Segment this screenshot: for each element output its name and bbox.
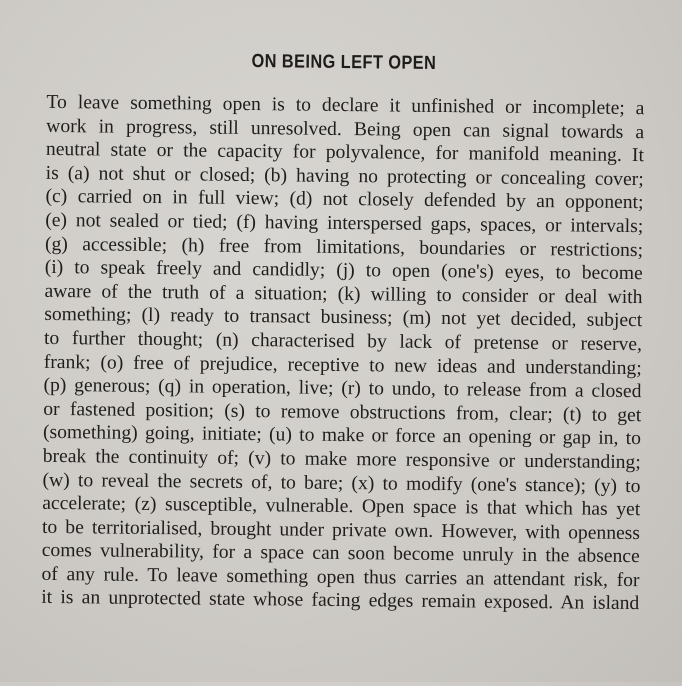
text-line: it is an unprotected state whose facing edges remain exposed. An island xyxy=(41,587,640,615)
chapter-heading: ON BEING LEFT OPEN xyxy=(251,51,437,74)
text-line: to be territorialised, brought under private own. However, with openness xyxy=(41,516,641,544)
text-line: frank; (o) free of prejudice, receptive to new ideas and understanding; xyxy=(43,351,642,379)
text-line: (something) going, initiate; (u) to make or force an opening or gap in, to xyxy=(42,422,642,450)
text-line: (e) not sealed or tied; (f) having interspersed gaps, spaces, or intervals; xyxy=(45,209,644,238)
text-line: to further thought; (n) characterised by lack of pretense or reserve, xyxy=(43,327,643,356)
text-line: of any rule. To leave something open thus carries an attendant risk, for xyxy=(41,563,640,592)
text-line: something; (l) ready to transact business; (m) not yet decided, subject xyxy=(44,304,643,332)
text-line: comes vulnerability, for a space can soon become unruly in the absence xyxy=(41,540,640,568)
text-line: break the continuity of; (v) to make more responsive or understanding; xyxy=(42,445,641,474)
body-paragraph xyxy=(41,91,644,616)
text-line: accelerate; (z) susceptible, vulnerable. Open space is that which has yet xyxy=(42,492,641,521)
text-line: or fastened position; (s) to remove obstructions from, clear; (t) to get xyxy=(43,398,642,426)
text-line: (i) to speak freely and candidly; (j) to open (one's) eyes, to become xyxy=(44,257,643,285)
text-line: neutral state or the capacity for polyvalence, for manifold meaning. It xyxy=(45,139,645,167)
text-line: is (a) not shut or closed; (b) having no protecting or concealing cover; xyxy=(45,162,644,190)
text-line: To leave something open is to declare it unfinished or incomplete; a xyxy=(46,91,645,120)
text-line: (w) to reveal the secrets of, to bare; (x) to modify (one's stance); (y) to xyxy=(42,469,641,497)
text-line: (g) accessible; (h) free from limitations, boundaries or restrictions; xyxy=(44,233,644,261)
text-line: aware of the truth of a situation; (k) willing to consider or deal with xyxy=(44,280,643,308)
text-line: (c) carried on in full view; (d) not closely defended by an opponent; xyxy=(45,186,644,214)
text-line: work in progress, still unresolved. Being open can signal towards a xyxy=(46,115,645,143)
text-line: (p) generous; (q) in operation, live; (r) to undo, to release from a closed xyxy=(43,375,642,403)
